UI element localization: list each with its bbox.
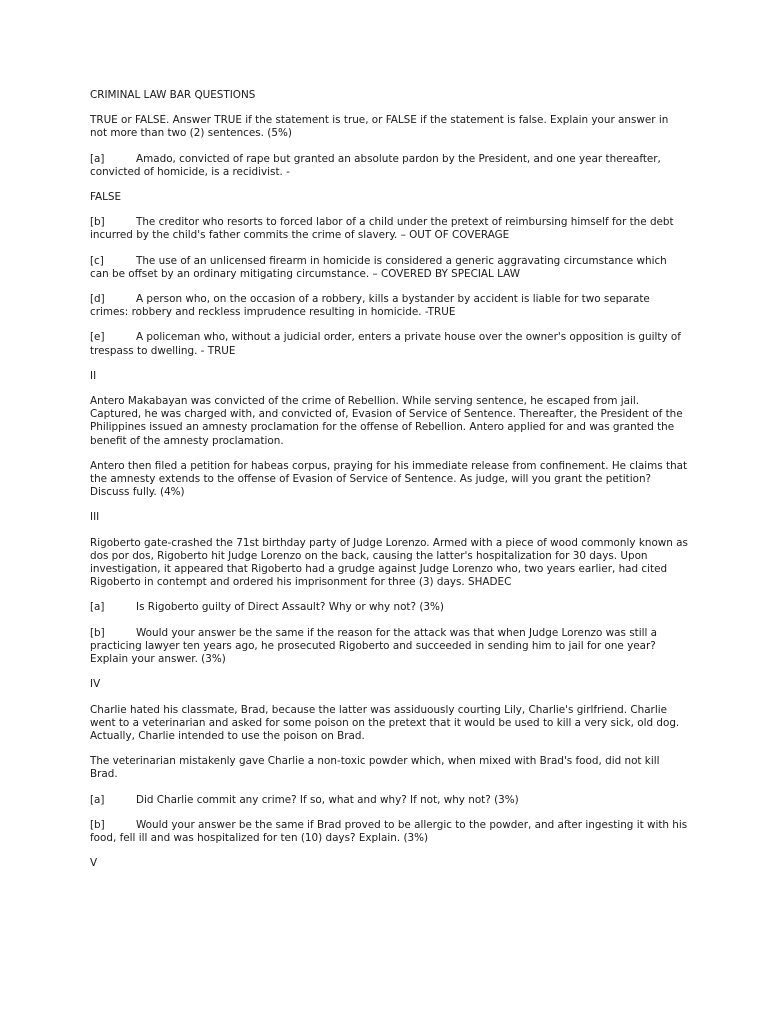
item-text: Would your answer be the same if Brad proved to be allergic to the powder, and after ingesting it with his food, fell ill and was hospitalized for ten (10) days? Explain. (3%) [90, 818, 688, 844]
question-4a [90, 794, 688, 807]
item-label: [a] [90, 152, 105, 165]
question-3a [90, 601, 688, 614]
item-text: Would your answer be the same if the reason for the attack was that when Judge Lorenzo was still a practicing lawyer ten years ago, he prosecuted Rigoberto and succeeded in sending him to jail for one year? Explain your answer. (3%) [90, 626, 658, 666]
document-title: CRIMINAL LAW BAR QUESTIONS [90, 89, 256, 101]
item-text: The creditor who resorts to forced labor of a child under the pretext of reimbursing himself for the debt incurred by the child's father commits the crime of slavery. – OUT OF COVERAGE [90, 216, 674, 242]
item-text: A policeman who, without a judicial order, enters a private house over the owner's opposition is guilty of trespass to dwelling. - TRUE [90, 331, 681, 357]
section-heading-2: II [90, 369, 97, 382]
item-label: [b] [90, 216, 105, 229]
section-heading-4: IV [90, 678, 101, 691]
item-label: [c] [90, 254, 104, 267]
answer-1a: FALSE [90, 191, 122, 204]
paragraph-4-1: Charlie hated his classmate, Brad, because the latter was assiduously courting Lily, Charlie's girlfriend. Charlie went to a veterinarian and asked for some poison on the pretext that it would be used to kill a very sick, old dog. Actually, Charlie intended to use the poison on Brad. [90, 703, 680, 742]
question-1e [90, 331, 688, 357]
question-1a [90, 153, 688, 179]
question-1b [90, 216, 688, 242]
paragraph-3-1: Rigoberto gate-crashed the 71st birthday party of Judge Lorenzo. Armed with a piece of wood commonly known as dos por dos, Rigoberto hit Judge Lorenzo on the back, causing the latter's hospitalization for 30 days. Upon investigation, it appeared that Rigoberto had a grudge against Judge Lorenzo who, two years earlier, had cited Rigoberto in contempt and ordered his imprisonment for three (3) days. SHADEC [90, 536, 688, 589]
item-label: [d] [90, 293, 105, 306]
item-text: The use of an unlicensed firearm in homicide is considered a generic aggravating circumstance which can be offset by an ordinary mitigating circumstance. – COVERED BY SPECIAL LAW [90, 254, 667, 280]
document-body [90, 89, 688, 882]
question-1d [90, 293, 688, 319]
item-label: [a] [90, 793, 105, 806]
item-label: [e] [90, 331, 105, 344]
item-text: Is Rigoberto guilty of Direct Assault? Why or why not? (3%) [136, 601, 444, 614]
item-text: Did Charlie commit any crime? If so, what and why? If not, why not? (3%) [136, 793, 519, 806]
item-label: [b] [90, 818, 105, 831]
item-label: [a] [90, 601, 105, 614]
section-heading-5: V [90, 857, 98, 870]
question-1c [90, 255, 688, 281]
paragraph-2-2: Antero then filed a petition for habeas corpus, praying for his immediate release from confinement. He claims that the amnesty extends to the offense of Evasion of Service of Sentence. As judge, will you grant the petition? Discuss fully. (4%) [90, 459, 688, 499]
instructions: TRUE or FALSE. Answer TRUE if the statement is true, or FALSE if the statement is false. Explain your answer in not more than two (2) sentences. (5%) [90, 114, 669, 140]
item-text: Amado, convicted of rape but granted an absolute pardon by the President, and one year thereafter, convicted of homicide, is a recidivist. - [90, 152, 661, 178]
paragraph-2-1: Antero Makabayan was convicted of the crime of Rebellion. While serving sentence, he escaped from jail. Captured, he was charged with, and convicted of, Evasion of Service of Sentence. Thereafter, the President of the Philippines issued an amnesty proclamation for the offense of Rebellion. Antero applied for and was granted the benefit of the amnesty proclamation. [90, 395, 683, 447]
question-3b [90, 627, 688, 667]
item-label: [b] [90, 626, 105, 639]
question-4b [90, 819, 688, 845]
section-heading-3: III [90, 511, 100, 524]
item-text: A person who, on the occasion of a robbery, kills a bystander by accident is liable for two separate crimes: robbery and reckless imprudence resulting in homicide. -TRUE [90, 293, 650, 319]
paragraph-4-2: The veterinarian mistakenly gave Charlie a non-toxic powder which, when mixed with Brad's food, did not kill Brad. [90, 755, 660, 781]
